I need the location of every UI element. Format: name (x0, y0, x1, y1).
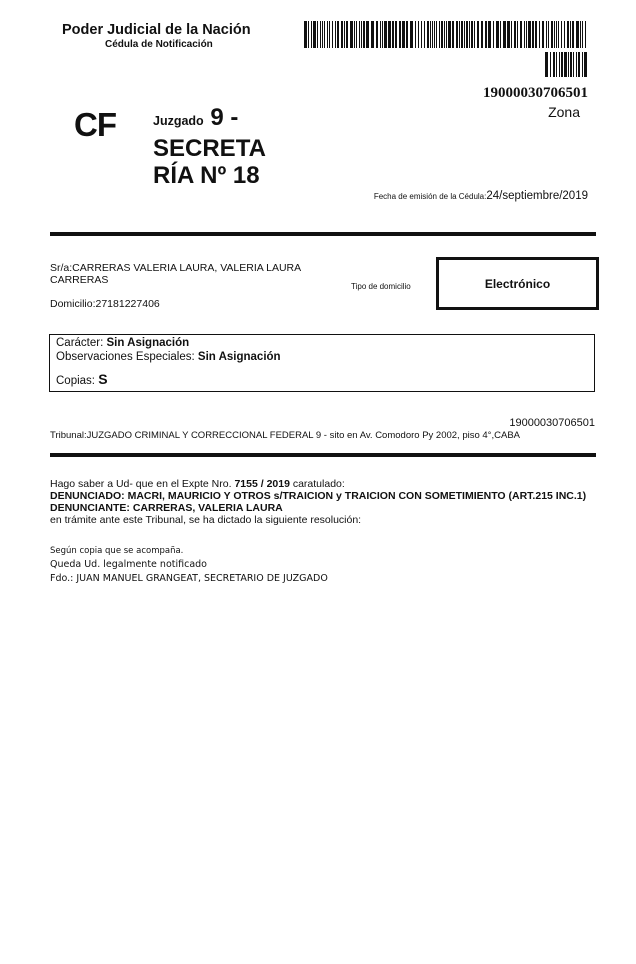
juzgado-number: 9 - (210, 104, 239, 131)
tramite-line: en trámite ante este Tribunal, se ha dictado la siguiente resolución: (50, 514, 362, 526)
copias-label: Copias: (56, 375, 95, 387)
secretaria-line2: RÍA Nº 18 (153, 162, 260, 189)
emission-date-label: Fecha de emisión de la Cédula: (373, 192, 487, 201)
domicile-type-value: Electrónico (484, 276, 551, 291)
observaciones-value: Sin Asignación (197, 351, 281, 363)
copias-row (56, 372, 588, 388)
caracter-label: Carácter: (56, 337, 104, 349)
denunciante-line: DENUNCIANTE: CARRERAS, VALERIA LAURA (50, 502, 283, 514)
barcode-main-icon (304, 21, 588, 48)
signature-note: Fdo.: JUAN MANUEL GRANGEAT, SECRETARIO DE JUZGADO (50, 573, 328, 584)
notification-body (50, 478, 600, 526)
details-box (49, 334, 595, 392)
domicile-type-box (436, 257, 599, 310)
copias-value: S (98, 371, 108, 387)
notified-note: Queda Ud. legalmente notificado (50, 559, 207, 570)
jurisdiction-code: CF (74, 106, 116, 143)
expediente-suffix: caratulado: (292, 478, 345, 490)
caracter-row (56, 336, 588, 350)
court-name: Poder Judicial de la Nación (62, 22, 251, 38)
zona-label: Zona (548, 104, 580, 120)
cedula-code: 19000030706501 (483, 85, 588, 101)
observaciones-row (56, 350, 588, 364)
document-type: Cédula de Notificación (105, 39, 213, 50)
tribunal-info: Tribunal:JUZGADO CRIMINAL Y CORRECCIONAL FEDERAL 9 - sito en Av. Comodoro Py 2002, piso 4°,CABA (50, 430, 520, 441)
barcode-small-icon (545, 52, 588, 77)
denunciado-line: DENUNCIADO: MACRI, MAURICIO Y OTROS s/TRAICION y TRAICION CON SOMETIMIENTO (ART.215 INC.1) (50, 490, 587, 502)
caracter-value: Sin Asignación (106, 337, 190, 349)
recipient-name: Sr/a:CARRERAS VALERIA LAURA, VALERIA LAURA CARRERAS (50, 262, 301, 286)
observaciones-label: Observaciones Especiales: (56, 351, 195, 363)
divider-bottom (50, 453, 596, 457)
divider-top (50, 232, 596, 236)
expediente-line (50, 478, 600, 490)
expediente-number: 7155 / 2019 (234, 478, 290, 490)
juzgado-label: Juzgado (153, 114, 204, 128)
cedula-code-secondary: 19000030706501 (509, 417, 595, 429)
expediente-prefix: Hago saber a Ud- que en el Expte Nro. (50, 478, 232, 490)
emission-date (374, 190, 588, 202)
secretaria-line1: SECRETA (153, 135, 266, 162)
emission-date-value: 24/septiembre/2019 (486, 190, 588, 202)
recipient-domicilio: Domicilio:27181227406 (50, 298, 160, 310)
resolution-notes (50, 544, 328, 586)
juzgado-block (153, 104, 293, 189)
copy-note: Según copia que se acompaña. (50, 546, 184, 556)
domicile-type-label: Tipo de domicilio (351, 282, 411, 291)
